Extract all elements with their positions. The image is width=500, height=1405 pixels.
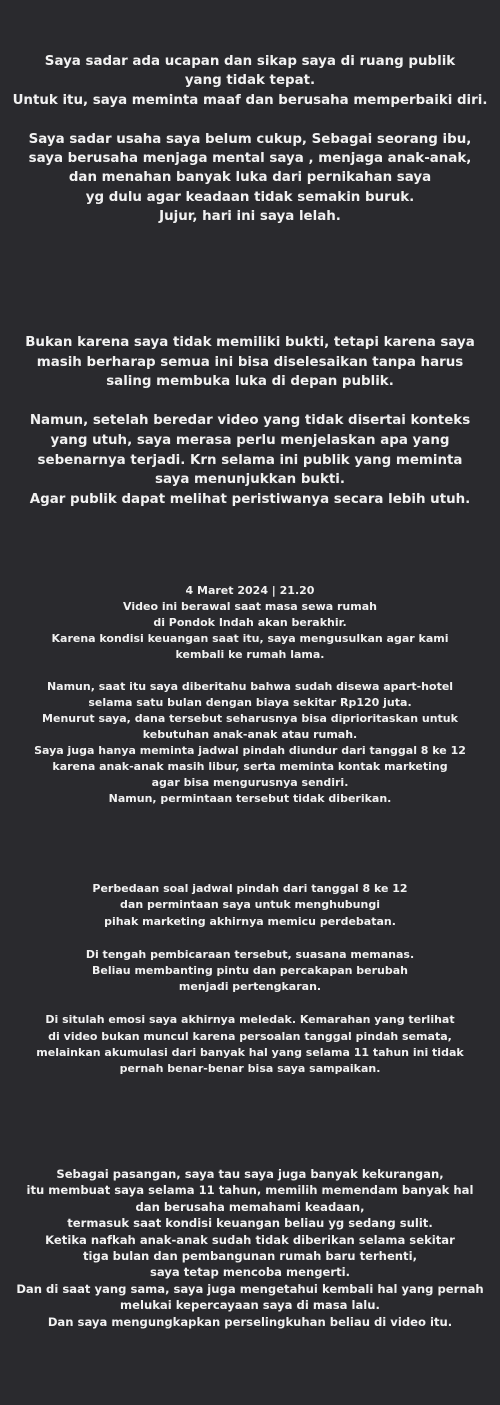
text-line: Video ini berawal saat masa sewa rumah bbox=[123, 600, 377, 613]
text-line: dan menahan banyak luka dari pernikahan saya bbox=[68, 170, 432, 186]
text-line: dan permintaan saya untuk menghubungi bbox=[120, 898, 380, 912]
text-line: kebutuhan anak-anak atau rumah. bbox=[142, 728, 358, 741]
text-line: Dan saya mengungkapkan perselingkuhan beliau di video itu. bbox=[47, 1314, 453, 1329]
text-line: Karena kondisi keuangan saat itu, saya mengusulkan agar kami bbox=[51, 632, 449, 645]
text-line: Di situlah emosi saya akhirnya meledak. Kemarahan yang terlihat bbox=[45, 1013, 455, 1027]
text-line: Namun, permintaan tersebut tidak diberikan. bbox=[108, 792, 392, 805]
text-line: di video bukan muncul karena persoalan tanggal pindah semata, bbox=[48, 1029, 452, 1043]
text-line: yg dulu agar keadaan tidak semakin buruk. bbox=[85, 189, 415, 205]
section-partner bbox=[0, 1166, 500, 1330]
text-line: Menurut saya, dana tersebut seharusnya bisa diprioritaskan untuk bbox=[42, 712, 458, 725]
text-line: Perbedaan soal jadwal pindah dari tanggal 8 ke 12 bbox=[92, 882, 408, 895]
text-line: saya menunjukkan bukti. bbox=[155, 472, 345, 488]
text-line: kembali ke rumah lama. bbox=[175, 648, 325, 661]
text-line: Jujur, hari ini saya lelah. bbox=[159, 209, 341, 225]
text-line: saling membuka luka di depan publik. bbox=[106, 374, 394, 390]
text-line: melainkan akumulasi dari banyak hal yang selama 11 tahun ini tidak bbox=[36, 1046, 464, 1060]
text-line: Ketika nafkah anak-anak sudah tidak diberikan selama sekitar bbox=[45, 1232, 455, 1247]
paragraph-gap bbox=[6, 996, 494, 1012]
text-line: karena anak-anak masih libur, serta meminta kontak marketing bbox=[52, 760, 448, 773]
text-line: yang tidak tepat. bbox=[184, 73, 316, 89]
text-line: Sebagai pasangan, saya tau saya juga banyak kekurangan, bbox=[56, 1167, 444, 1181]
text-line: Di tengah pembicaraan tersebut, suasana memanas. bbox=[85, 947, 415, 961]
text-line: Bukan karena saya tidak memiliki bukti, tetapi karena saya bbox=[25, 335, 475, 350]
section-argument bbox=[0, 881, 500, 1078]
text-line: Namun, saat itu saya diberitahu bahwa sudah disewa apart-hotel bbox=[46, 680, 454, 693]
date-line: 4 Maret 2024 | 21.20 bbox=[185, 584, 315, 597]
text-line: saya tetap mencoba mengerti. bbox=[149, 1265, 351, 1280]
text-line: masih berharap semua ini bisa diselesaikan tanpa harus bbox=[36, 354, 464, 370]
paragraph-gap bbox=[6, 663, 494, 679]
paragraph-gap bbox=[6, 392, 494, 412]
text-line: Saya sadar ada ucapan dan sikap saya di ruang publik bbox=[44, 54, 456, 69]
section-apology bbox=[0, 52, 500, 227]
text-line: pihak marketing akhirnya memicu perdebatan. bbox=[104, 914, 396, 928]
text-line: itu membuat saya selama 11 tahun, memilih memendam banyak hal bbox=[26, 1183, 474, 1198]
text-line: menjadi pertengkaran. bbox=[178, 980, 322, 994]
paragraph-gap bbox=[6, 110, 494, 129]
text-line: Saya juga hanya meminta jadwal pindah diundur dari tanggal 8 ke 12 bbox=[34, 744, 466, 757]
text-line: Namun, setelah beredar video yang tidak disertai konteks bbox=[29, 413, 471, 429]
text-line: pernah benar-benar bisa saya sampaikan. bbox=[119, 1062, 381, 1076]
text-line: selama satu bulan dengan biaya sekitar Rp120 juta. bbox=[88, 696, 412, 709]
section-timeline bbox=[0, 583, 500, 807]
text-line: melukai kepercayaan saya di masa lalu. bbox=[120, 1298, 380, 1313]
section-evidence bbox=[0, 333, 500, 509]
text-line: Untuk itu, saya meminta maaf dan berusaha memperbaiki diri. bbox=[12, 92, 488, 108]
text-line: agar bisa mengurusnya sendiri. bbox=[151, 776, 349, 789]
text-line: termasuk saat kondisi keuangan beliau yg sedang sulit. bbox=[67, 1216, 433, 1231]
paragraph-gap bbox=[6, 930, 494, 946]
text-line: Saya sadar usaha saya belum cukup, Sebagai seorang ibu, bbox=[28, 131, 472, 147]
text-line: di Pondok Indah akan berakhir. bbox=[153, 616, 347, 629]
text-line: yang utuh, saya merasa perlu menjelaskan apa yang bbox=[50, 432, 450, 448]
text-line: sebenarnya terjadi. Krn selama ini publik yang meminta bbox=[37, 452, 463, 468]
text-line: Agar publik dapat melihat peristiwanya secara lebih utuh. bbox=[29, 491, 471, 507]
text-line: tiga bulan dan pembangunan rumah baru terhenti, bbox=[83, 1249, 417, 1264]
text-line: Dan di saat yang sama, saya juga mengetahui kembali hal yang pernah bbox=[16, 1281, 484, 1296]
text-line: dan berusaha memahami keadaan, bbox=[135, 1199, 365, 1214]
text-line: saya berusaha menjaga mental saya , menjaga anak-anak, bbox=[28, 151, 472, 167]
text-line: Beliau membanting pintu dan percakapan berubah bbox=[91, 964, 408, 978]
